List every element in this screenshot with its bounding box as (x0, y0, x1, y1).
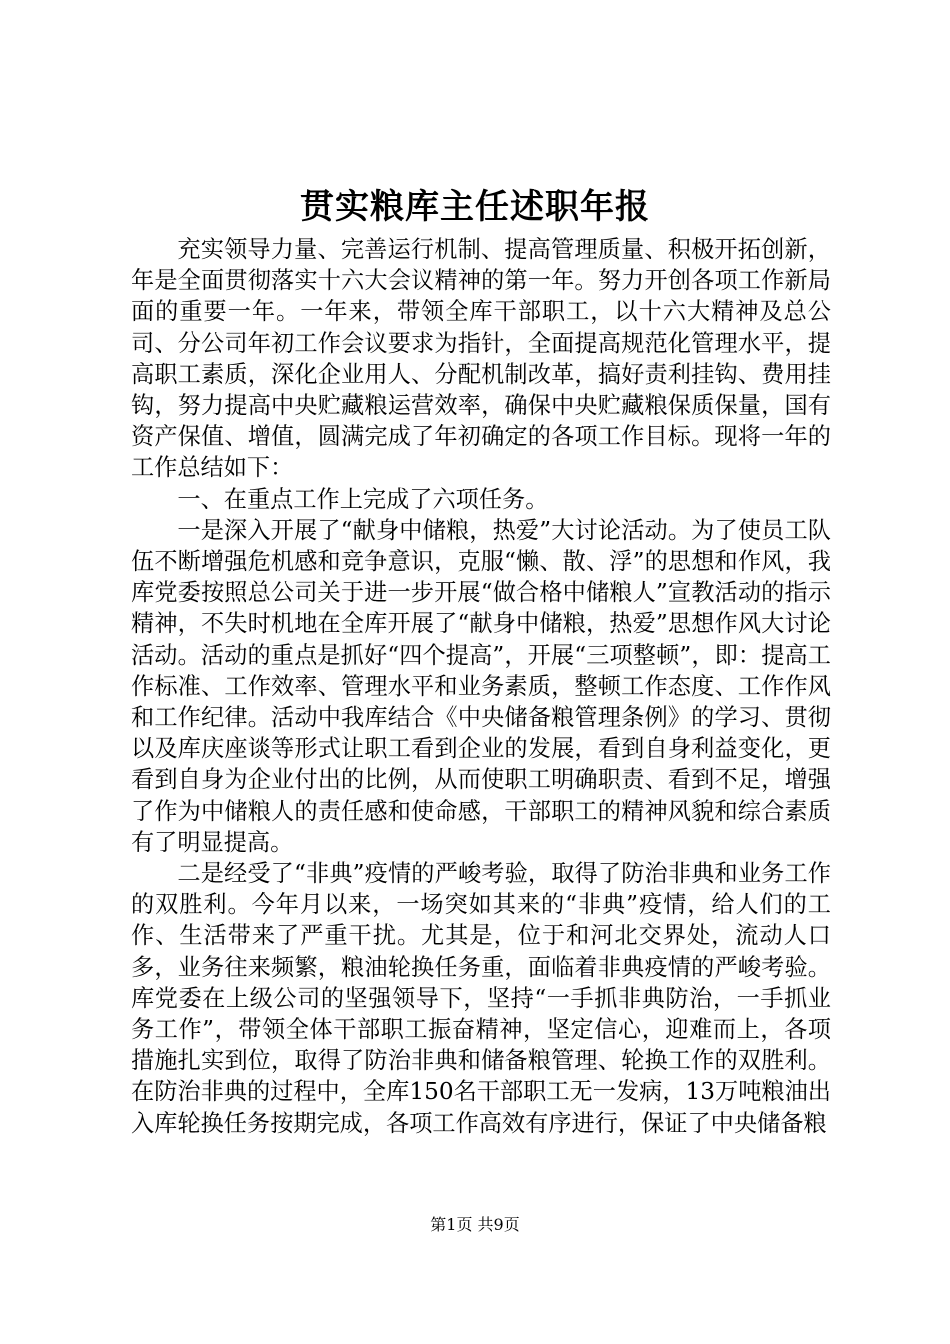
paragraph-task-two: 二是经受了“非典”疫情的严峻考验，取得了防治非典和业务工作的双胜利。今年月以来，一场突如其来的“非典”疫情，给人们的工作、生活带来了严重干扰。尤其是，位于和河北交界处，流动人口多，业务往来频繁，粮油轮换任务重，面临着非典疫情的严峻考验。库党委在上级公司的坚强领导下，坚持“一手抓非典防治，一手抓业务工作”，带领全体干部职工振奋精神，坚定信心，迎难而上，各项措施扎实到位，取得了防治非典和储备粮管理、轮换工作的双胜利。在防治非典的过程中，全库150名干部职工无一发病，13万吨粮油出入库轮换任务按期完成，各项工作高效有序进行，保证了中央储备粮 (131, 860, 831, 1137)
document-title: 贯实粮库主任述职年报 (300, 187, 650, 227)
document-body (131, 234, 831, 1139)
paragraph-intro: 充实领导力量、完善运行机制、提高管理质量、积极开拓创新，年是全面贯彻落实十六大会议精神的第一年。努力开创各项工作新局面的重要一年。一年来，带领全库干部职工，以十六大精神及总公司、分公司年初工作会议要求为指针，全面提高规范化管理水平，提高职工素质，深化企业用人、分配机制改革，搞好责利挂钩、费用挂钩，努力提高中央贮藏粮运营效率，确保中央贮藏粮保质保量，国有资产保值、增值，圆满完成了年初确定的各项工作目标。现将一年的工作总结如下： (131, 236, 831, 482)
paragraph-section-heading: 一、在重点工作上完成了六项任务。 (177, 485, 549, 513)
page-footer: 第1页 共9页 (430, 1215, 520, 1234)
paragraph-task-one: 一是深入开展了“献身中储粮，热爱”大讨论活动。为了使员工队伍不断增强危机感和竞争意识，克服“懒、散、浮”的思想和作风，我库党委按照总公司关于进一步开展“做合格中储粮人”宣教活动的指示精神，不失时机地在全库开展了“献身中储粮，热爱”思想作风大讨论活动。活动的重点是抓好“四个提高”，开展“三项整顿”，即：提高工作标准、工作效率、管理水平和业务素质，整顿工作态度、工作作风和工作纪律。活动中我库结合《中央储备粮管理条例》的学习、贯彻以及库庆座谈等形式让职工看到企业的发展，看到自身利益变化，更看到自身为企业付出的比例，从而使职工明确职责、看到不足，增强了作为中储粮人的责任感和使命感，干部职工的精神风貌和综合素质有了明显提高。 (131, 516, 831, 856)
